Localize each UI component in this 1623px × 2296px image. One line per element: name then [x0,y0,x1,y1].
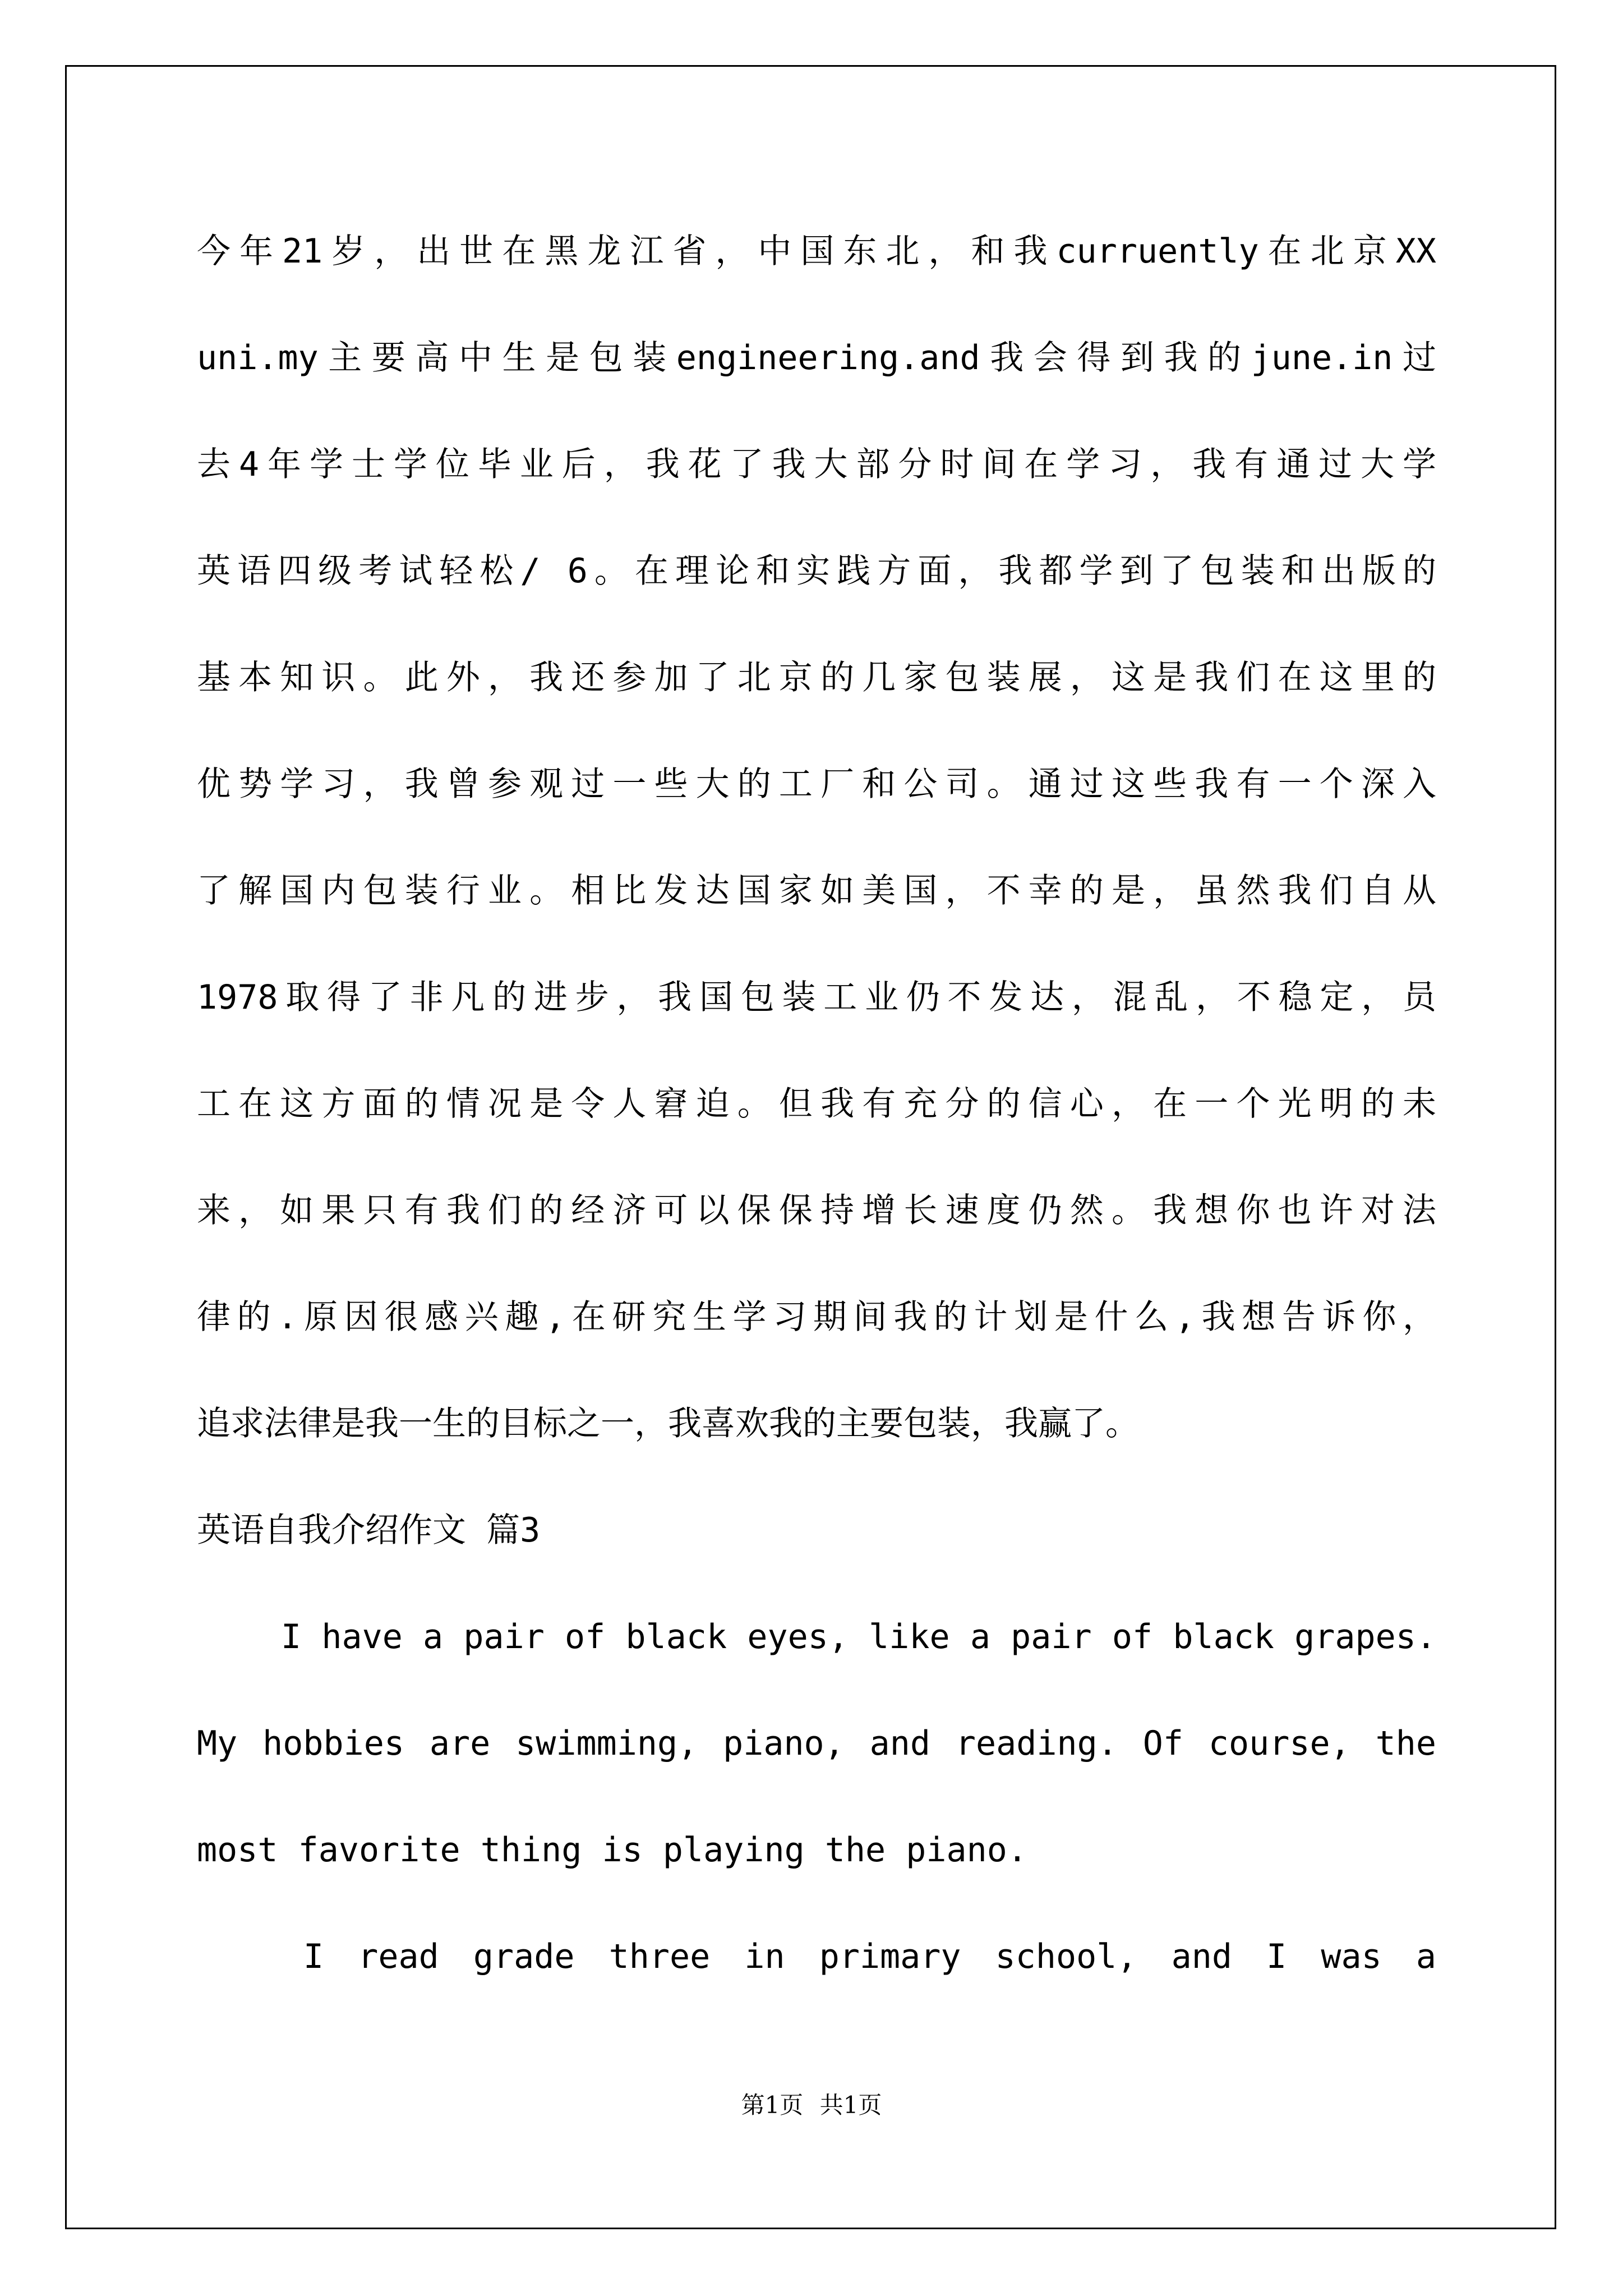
paragraph-line: 追求法律是我一生的目标之一，我喜欢我的主要包装，我赢了。 [197,1404,1139,1443]
paragraph-line: 去4年学士学位毕业后，我花了我大部分时间在学习，我有通过大学 [197,445,1436,484]
page-number: 第1页 [741,2091,804,2119]
paragraph-line: 了解国内包装行业。相比发达国家如美国，不幸的是，虽然我们自从 [197,871,1436,910]
paragraph-line: 律的.原因很感兴趣,在研究生学习期间我的计划是什么,我想告诉你， [197,1297,1436,1337]
paragraph-line: 今年21岁，出世在黑龙江省，中国东北，和我curruently在北京XX [197,232,1436,271]
page-frame [65,65,1556,2229]
paragraph-line: 工在这方面的情况是令人窘迫。但我有充分的信心，在一个光明的未 [197,1084,1436,1124]
paragraph-line: 基本知识。此外，我还参加了北京的几家包装展，这是我们在这里的 [197,658,1436,697]
page-total: 共1页 [819,2091,882,2119]
paragraph-line: 来，如果只有我们的经济可以保保持增长速度仍然。我想你也许对法 [197,1191,1436,1230]
page-footer [0,2087,1623,2120]
paragraph-line: 优势学习，我曾参观过一些大的工厂和公司。通过这些我有一个深入 [197,765,1436,804]
paragraph-line: uni.my主要高中生是包装engineering.and我会得到我的june.in过 [197,338,1436,378]
paragraph-line: I read grade three in primary school, and I was a [303,1937,1436,1976]
paragraph-line: most favorite thing is playing the piano. [197,1830,1028,1870]
paragraph-line: I have a pair of black eyes, like a pair of black grapes. [281,1617,1436,1657]
paragraph-line: 英语四级考试轻松/ 6。在理论和实践方面，我都学到了包装和出版的 [197,551,1436,591]
paragraph-line: 1978取得了非凡的进步，我国包装工业仍不发达，混乱，不稳定，员 [197,978,1436,1017]
section-heading: 英语自我介绍作文 篇3 [197,1511,541,1550]
paragraph-line: My hobbies are swimming, piano, and reading. Of course, the [197,1724,1436,1763]
